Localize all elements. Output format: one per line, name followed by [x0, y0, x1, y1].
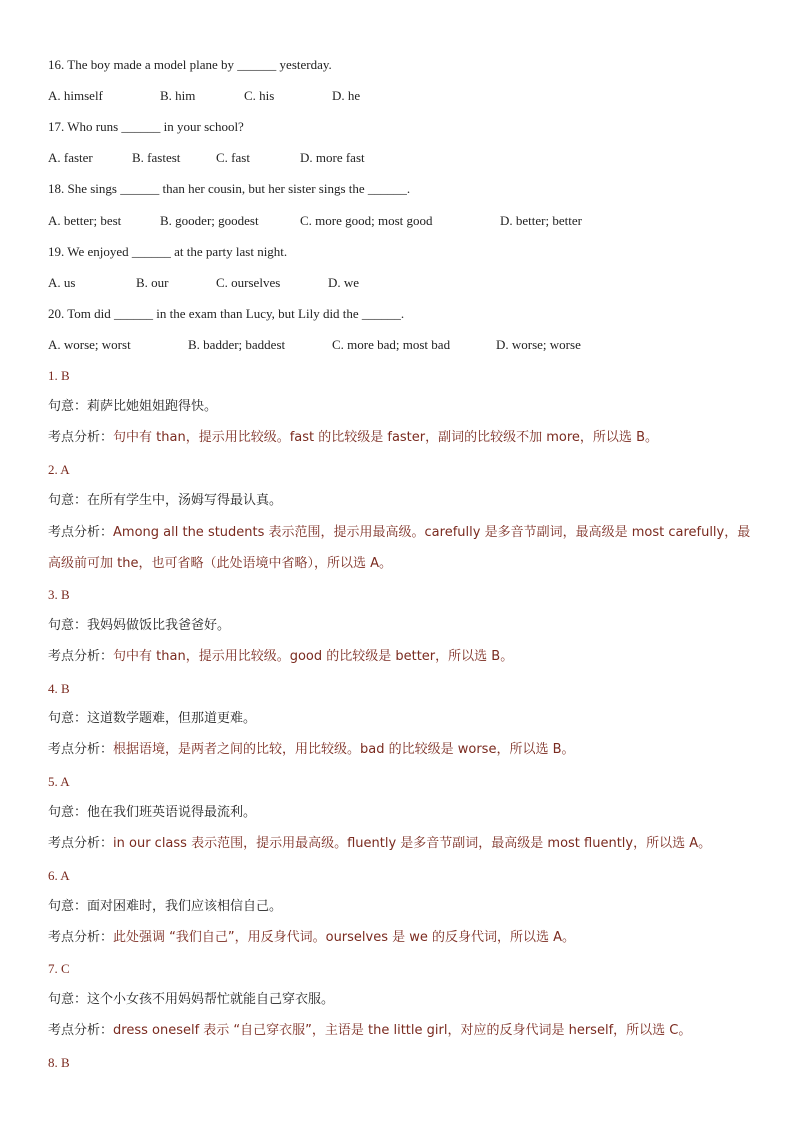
question-17-option-b: B. fastest	[132, 150, 181, 165]
question-19-option-d: D. we	[328, 275, 360, 290]
question-19-option-b: B. our	[136, 275, 169, 290]
question-20-option-d: D. worse; worse	[496, 337, 581, 352]
answer-4-analysis: 考点分析：根据语境，是两者之间的比较，用比较级。bad 的比较级是 worse，所以选 B。	[48, 742, 575, 757]
question-19-option-a: A. us	[48, 275, 76, 290]
question-20-stem: 20. Tom did ______ in the exam than Lucy, but Lily did the ______.	[48, 306, 405, 321]
answer-1-number: 1. B	[48, 368, 70, 383]
answer-3-analysis: 考点分析：句中有 than，提示用比较级。good 的比较级是 better，所以选 B。	[48, 649, 514, 664]
answer-1-meaning: 句意：莉萨比她姐姐跑得快。	[48, 399, 218, 414]
question-16-option-b: B. him	[160, 88, 196, 103]
question-18-option-a: A. better; best	[48, 213, 122, 228]
question-18-option-b: B. gooder; goodest	[160, 213, 259, 228]
answer-5-meaning: 句意：他在我们班英语说得最流利。	[48, 805, 257, 820]
question-19-option-c: C. ourselves	[216, 275, 281, 290]
answer-2-analysis: 考点分析：Among all the students 表示范围，提示用最高级。carefully 是多音节副词，最高级是 most carefully，最	[48, 525, 751, 540]
answer-5-number: 5. A	[48, 774, 70, 789]
answer-6-meaning: 句意：面对困难时，我们应该相信自己。	[48, 899, 283, 914]
question-16-option-a: A. himself	[48, 88, 103, 103]
question-20-option-c: C. more bad; most bad	[332, 337, 451, 352]
question-20-option-a: A. worse; worst	[48, 337, 131, 352]
question-20-option-b: B. badder; baddest	[188, 337, 286, 352]
question-19-stem: 19. We enjoyed ______ at the party last night.	[48, 244, 288, 259]
question-16-stem: 16. The boy made a model plane by ______ yesterday.	[48, 57, 332, 72]
answer-7-analysis: 考点分析：dress oneself 表示 “自己穿衣服”，主语是 the little girl，对应的反身代词是 herself，所以选 C。	[48, 1023, 692, 1038]
question-18-option-d: D. better; better	[500, 213, 582, 228]
question-17-stem: 17. Who runs ______ in your school?	[48, 119, 244, 134]
question-16-option-c: C. his	[244, 88, 275, 103]
answer-2-number: 2. A	[48, 462, 70, 477]
question-18-stem: 18. She sings ______ than her cousin, but her sister sings the ______.	[48, 181, 411, 196]
answer-6-number: 6. A	[48, 868, 70, 883]
answer-2-meaning: 句意：在所有学生中，汤姆写得最认真。	[48, 493, 283, 508]
answer-6-analysis: 考点分析：此处强调 “我们自己”，用反身代词。ourselves 是 we 的反身代词，所以选 A。	[48, 930, 576, 945]
answer-1-analysis: 考点分析：句中有 than，提示用比较级。fast 的比较级是 faster，副词的比较级不加 more，所以选 B。	[48, 430, 658, 445]
answer-7-meaning: 句意：这个小女孩不用妈妈帮忙就能自己穿衣服。	[48, 992, 335, 1007]
answer-4-meaning: 句意：这道数学题难，但那道更难。	[48, 711, 257, 726]
answer-3-number: 3. B	[48, 587, 70, 602]
question-17-option-a: A. faster	[48, 150, 93, 165]
question-17-option-d: D. more fast	[300, 150, 365, 165]
answer-4-number: 4. B	[48, 681, 70, 696]
question-18-option-c: C. more good; most good	[300, 213, 433, 228]
answer-8-number: 8. B	[48, 1055, 70, 1070]
answer-5-analysis: 考点分析：in our class 表示范围，提示用最高级。fluently 是多音节副词，最高级是 most fluently，所以选 A。	[48, 836, 712, 851]
question-16-option-d: D. he	[332, 88, 361, 103]
answer-3-meaning: 句意：我妈妈做饭比我爸爸好。	[48, 618, 231, 633]
answer-2-analysis-continued: 高级前可加 the，也可省略（此处语境中省略），所以选 A。	[48, 556, 392, 571]
answer-7-number: 7. C	[48, 961, 70, 976]
question-17-option-c: C. fast	[216, 150, 250, 165]
